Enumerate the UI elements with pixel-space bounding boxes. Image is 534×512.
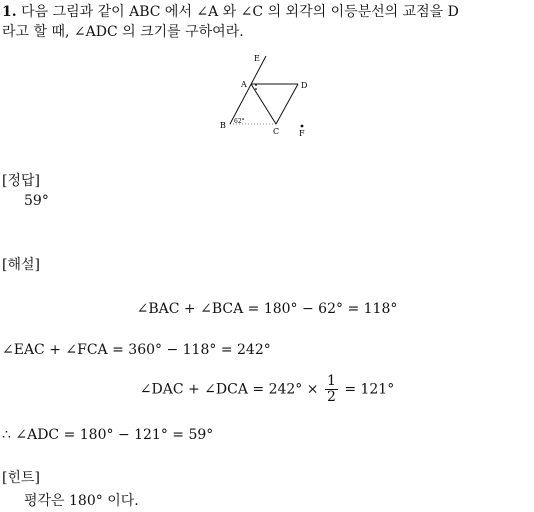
label-a: A bbox=[241, 80, 247, 89]
equation-4: ∴ ∠ADC = 180° − 121° = 59° bbox=[2, 427, 214, 443]
line-eb bbox=[230, 56, 266, 124]
label-d: D bbox=[301, 81, 308, 90]
hint-header: [힌트] bbox=[2, 470, 40, 486]
question-line-2: 라고 할 때, ∠ADC 의 크기를 구하여라. bbox=[2, 24, 244, 40]
point-f-dot bbox=[301, 125, 304, 128]
segment-ac bbox=[251, 84, 276, 124]
question-line-1 bbox=[2, 2, 459, 22]
angle-label-b: 62° bbox=[234, 118, 245, 125]
label-f: F bbox=[299, 129, 305, 138]
equation-1: ∠BAC + ∠BCA = 180° − 62° = 118° bbox=[136, 301, 398, 317]
angle-mark-a2 bbox=[255, 88, 257, 90]
fraction-numerator: 1 bbox=[326, 373, 336, 389]
equation-2: ∠EAC + ∠FCA = 360° − 118° = 242° bbox=[2, 342, 271, 358]
answer-value: 59° bbox=[24, 193, 49, 209]
question-text-1: 다음 그림과 같이 ABC 에서 ∠A 와 ∠C 의 외각의 이등분선의 교점을 D bbox=[21, 4, 459, 20]
label-b: B bbox=[220, 121, 226, 130]
label-c: C bbox=[273, 127, 280, 136]
equation-3-right: = 121° bbox=[344, 381, 395, 398]
triangle-figure bbox=[218, 52, 318, 138]
hint-text: 평각은 180° 이다. bbox=[24, 493, 139, 509]
segment-dc bbox=[276, 84, 298, 124]
fraction-denominator: 2 bbox=[326, 389, 336, 405]
label-e: E bbox=[254, 54, 260, 63]
equation-3 bbox=[0, 374, 534, 405]
equation-3-left: ∠DAC + ∠DCA = 242° × bbox=[139, 381, 319, 398]
question-number: 1. bbox=[2, 4, 17, 20]
angle-mark-a bbox=[255, 84, 257, 86]
explanation-header: [해설] bbox=[2, 257, 40, 273]
answer-header: [정답] bbox=[2, 173, 40, 189]
fraction-one-half bbox=[325, 374, 338, 405]
